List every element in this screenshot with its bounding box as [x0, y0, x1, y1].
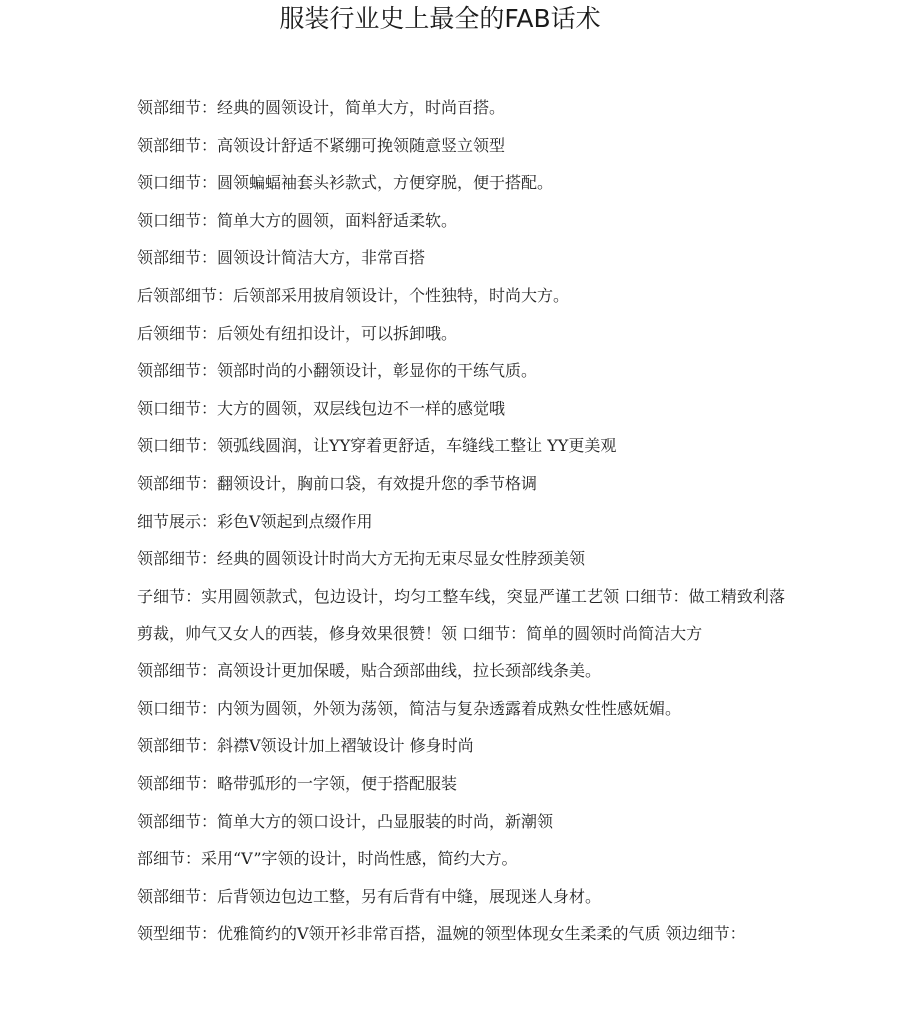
text-line: 领口细节：大方的圆领，双层线包边不一样的感觉哦 [137, 398, 506, 418]
text-paragraph: 子细节：实用圆领款式，包边设计，均匀工整车线，突显严谨工艺领 口细节：做工精致利落剪裁，帅气又女人的西装，修身效果很赞！领 口细节：简单的圆领时尚简洁大方 [137, 586, 785, 643]
text-line: 领口细节：简单大方的圆领，面料舒适柔软。 [137, 210, 458, 230]
text-line: 领口细节：领弧线圆润，让YY穿着更舒适，车缝线工整让 YY更美观 [137, 436, 617, 456]
text-line: 领部细节：经典的圆领设计，简单大方，时尚百搭。 [137, 98, 506, 117]
text-line: 领部细节：斜襟V领设计加上褶皱设计 修身时尚 [137, 736, 474, 756]
text-line: 领部细节：高领设计更加保暖，贴合颈部曲线，拉长颈部线条美。 [137, 661, 602, 681]
text-line: 领部细节：高领设计舒适不紧绷可挽领随意竖立领型 [137, 135, 506, 155]
text-line: 部细节：采用“V”字领的设计，时尚性感，简约大方。 [137, 849, 518, 869]
text-line: 领部细节：后背领边包边工整，另有后背有中缝，展现迷人身材。 [137, 886, 602, 906]
text-line: 细节展示：彩色V领起到点缀作用 [137, 511, 373, 531]
text-line: 领部细节：经典的圆领设计时尚大方无拘无束尽显女性脖颈美领 [137, 549, 586, 569]
text-line: 领部细节：翻领设计，胸前口袋，有效提升您的季节格调 [137, 473, 538, 493]
text-line: 领部细节：简单大方的领口设计，凸显服装的时尚，新潮领 [137, 811, 554, 831]
text-line: 领部细节：略带弧形的一字领，便于搭配服装 [137, 773, 458, 793]
text-line: 领口细节：圆领蝙蝠袖套头衫款式，方便穿脱，便于搭配。 [137, 173, 554, 193]
document-title: 服装行业史上最全的FAB话术 [279, 4, 601, 33]
text-line: 领部细节：领部时尚的小翻领设计，彰显你的干练气质。 [137, 361, 538, 381]
text-line: 后领细节：后领处有纽扣设计，可以拆卸哦。 [137, 323, 458, 343]
text-line: 领型细节：优雅简约的V领开衫非常百搭，温婉的领型体现女生柔柔的气质 领边细节： [137, 924, 746, 944]
text-line: 后领部细节：后领部采用披肩领设计，个性独特，时尚大方。 [137, 285, 570, 305]
text-line: 领口细节：内领为圆领，外领为荡领，简洁与复杂透露着成熟女性性感妩媚。 [137, 698, 682, 718]
document-body [137, 89, 787, 953]
text-line: 领部细节：圆领设计简洁大方，非常百搭 [137, 248, 426, 268]
